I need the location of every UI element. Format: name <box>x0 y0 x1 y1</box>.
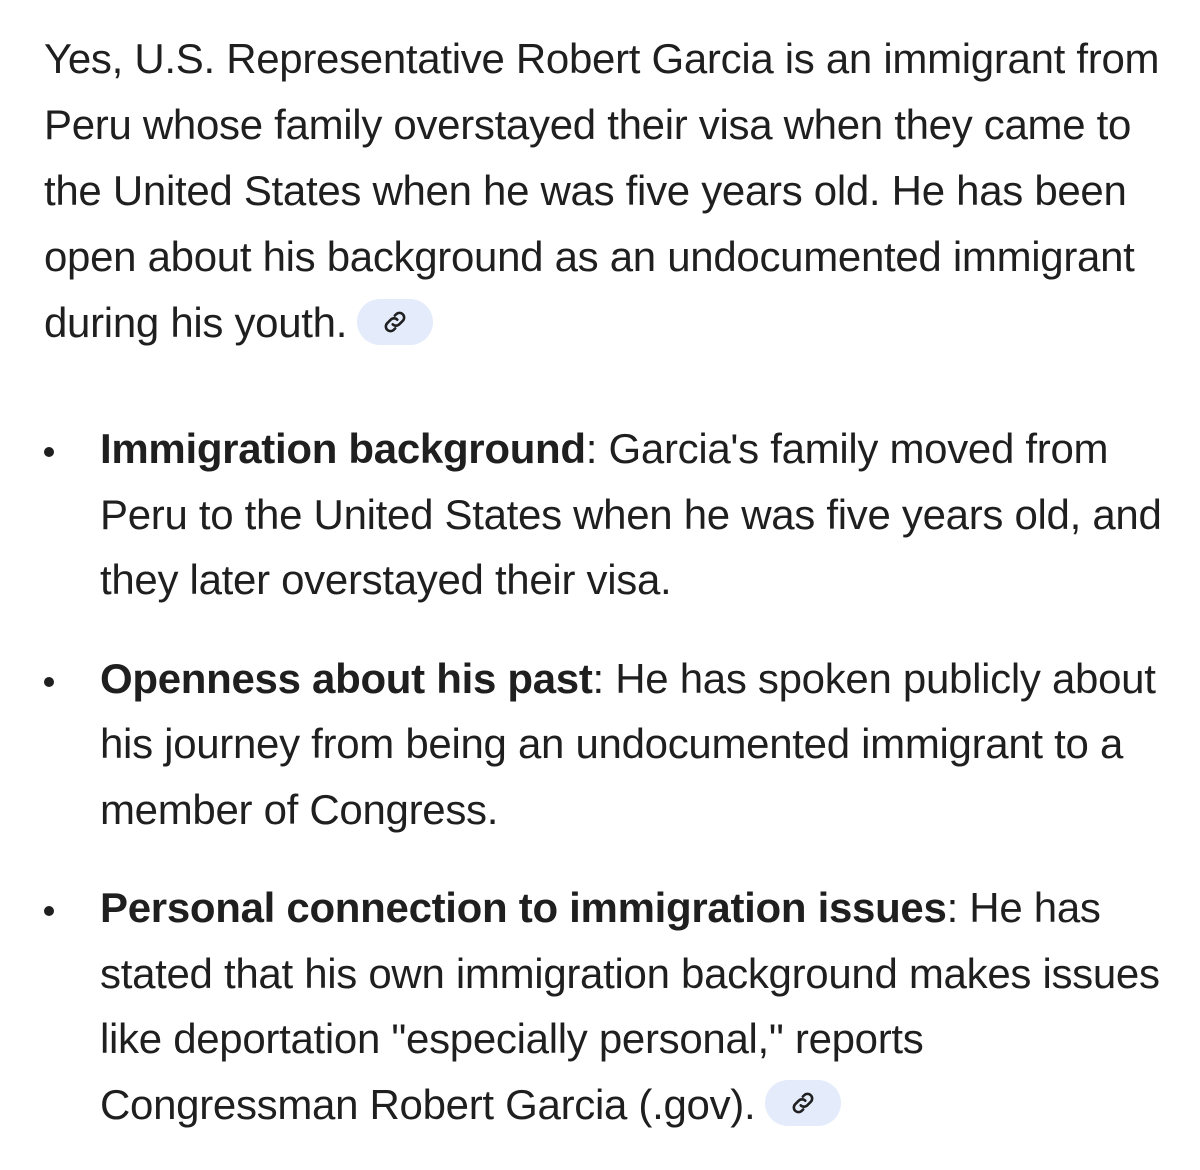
bullet-text: He has spoken publicly about his journey from being an undocumented immigrant to a member of Congress. <box>100 654 1156 833</box>
list-item <box>44 646 1184 843</box>
source-link-chip[interactable] <box>765 1080 841 1126</box>
bullet-dot <box>44 906 54 916</box>
bullet-dot <box>44 447 54 457</box>
bullet-dot <box>44 677 54 687</box>
bullet-text: He has stated that his own immigration background makes issues like deportation "especially personal," reports Congressman Robert Garcia (.gov). <box>100 884 1160 1128</box>
list-item <box>44 875 1184 1137</box>
bullet-heading: Openness about his past <box>100 654 593 702</box>
bullet-heading: Personal connection to immigration issues <box>100 884 947 931</box>
link-icon <box>789 1089 817 1117</box>
bullet-heading: Immigration background <box>100 425 586 472</box>
link-icon <box>381 308 409 336</box>
bullet-separator: : <box>592 654 604 702</box>
bullet-separator: : <box>585 425 598 472</box>
answer-container <box>44 26 1184 1170</box>
list-item <box>44 416 1184 613</box>
bullet-list <box>44 416 1184 1137</box>
intro-text: Yes, U.S. Representative Robert Garcia is an immigrant from Peru whose family overstayed their visa when they came to the United States when he was five years old. He has been open about his background as an undocumented immigrant during his youth. <box>44 35 1160 346</box>
intro-paragraph <box>44 26 1184 356</box>
source-link-chip[interactable] <box>357 299 433 345</box>
bullet-separator: : <box>946 884 958 931</box>
bullet-text: Garcia's family moved from Peru to the United States when he was five years old, and they later overstayed their visa. <box>100 425 1162 603</box>
